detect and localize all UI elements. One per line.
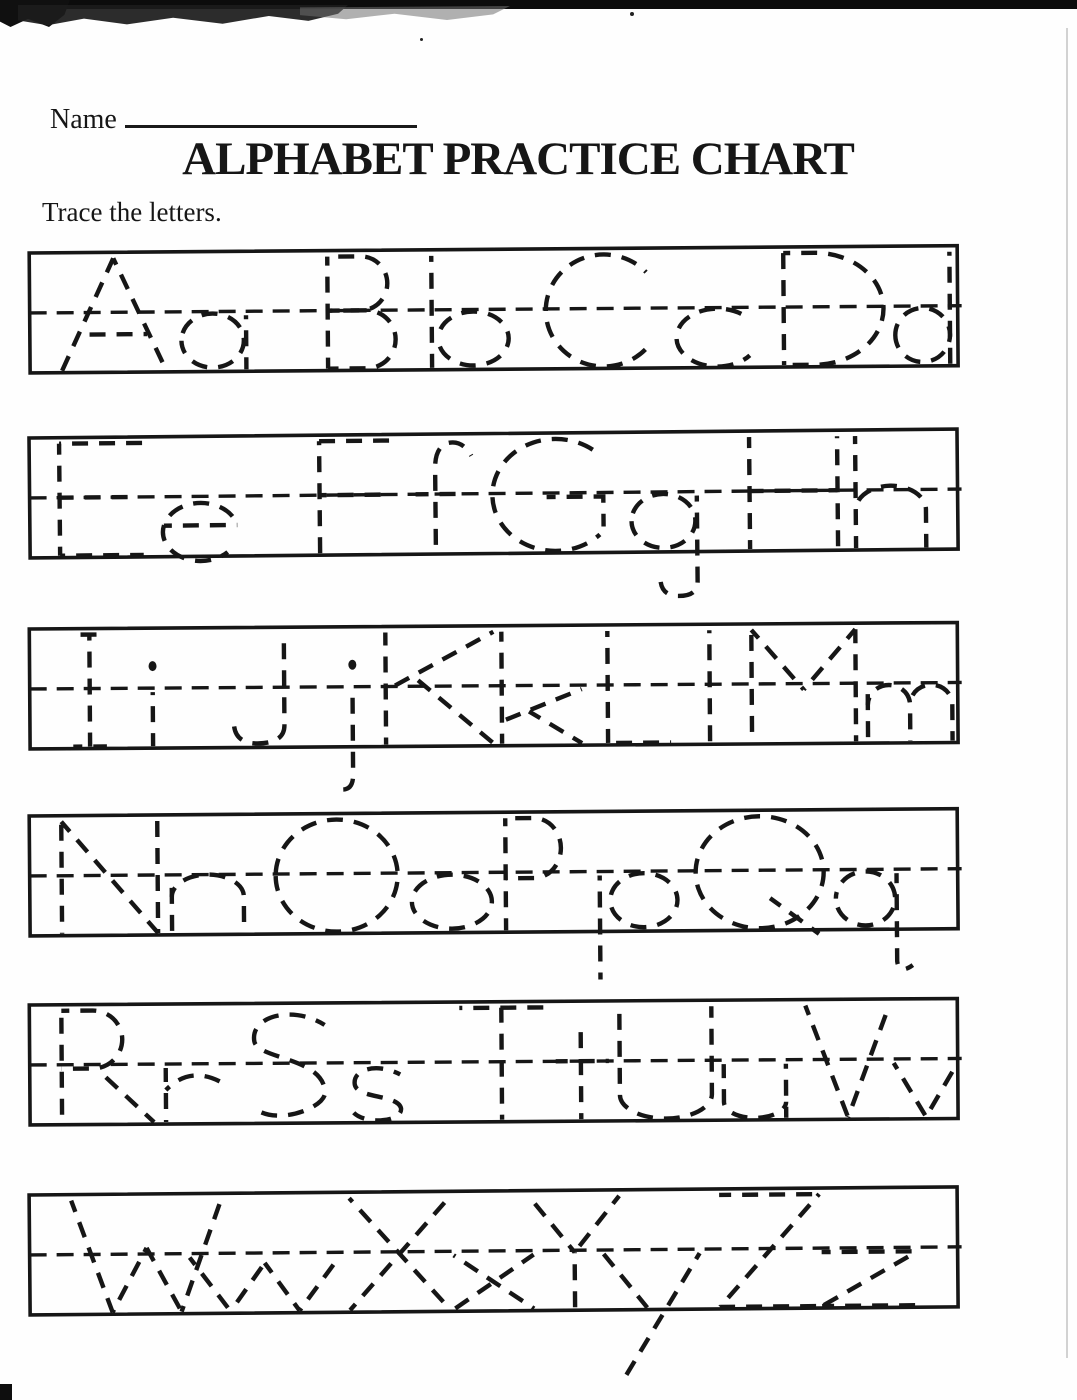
practice-row-6 — [27, 1185, 969, 1400]
name-label: Name — [50, 104, 117, 135]
trace-letter-P — [505, 818, 506, 930]
trace-letter-B — [328, 310, 396, 369]
trace-letter-p — [600, 876, 601, 980]
trace-letter-R — [61, 1010, 122, 1068]
row-svg — [27, 620, 968, 837]
trace-letter-K — [385, 633, 386, 745]
trace-letter-s — [353, 1068, 401, 1121]
trace-letter-B — [327, 256, 387, 310]
trace-letter-q — [897, 873, 913, 969]
trace-letter-o — [412, 874, 492, 929]
trace-letter-r — [166, 1075, 220, 1090]
letter-pair-Aa — [61, 257, 246, 370]
trace-letter-W — [181, 1199, 222, 1311]
trace-letter-c — [676, 308, 750, 367]
trace-letter-b — [438, 311, 509, 366]
letter-pair-Ii — [73, 634, 158, 747]
practice-row-2 — [27, 427, 969, 646]
trace-letter-I — [89, 635, 90, 747]
trace-letter-N — [61, 822, 62, 934]
letter-pair-Ff — [319, 440, 472, 553]
trace-letter-N — [61, 821, 158, 934]
letter-pair-Qq — [695, 815, 913, 971]
letter-pair-Pp — [505, 817, 678, 980]
trace-letter-P — [505, 818, 561, 878]
trace-letter-M — [803, 629, 855, 689]
trace-letter-Y — [574, 1196, 619, 1252]
dashed-midline — [30, 306, 962, 313]
trace-letter-L — [607, 631, 608, 743]
trace-letter-v — [894, 1063, 926, 1117]
trace-letter-k — [501, 632, 502, 744]
trace-letter-M — [855, 629, 856, 741]
trace-letter-Y — [529, 1196, 574, 1252]
trace-letter-K — [418, 680, 494, 745]
trace-letter-a — [181, 313, 244, 367]
trace-letter-n — [172, 874, 244, 933]
trace-letter-S — [252, 1014, 325, 1115]
trace-letter-y — [604, 1254, 648, 1308]
practice-row-3 — [27, 620, 968, 837]
trace-letter-V — [805, 1005, 848, 1117]
row-svg — [27, 996, 968, 1213]
trace-letter-u — [724, 1064, 787, 1118]
trace-letter-E — [59, 443, 143, 444]
letter-pair-Tt — [459, 1007, 609, 1120]
instruction-text: Trace the letters. — [42, 197, 222, 227]
scan-speck — [630, 12, 634, 16]
trace-letter-V — [847, 1005, 890, 1117]
trace-letter-N — [157, 821, 158, 933]
letter-pair-Uu — [619, 1006, 786, 1119]
practice-row-5 — [27, 996, 968, 1213]
trace-letter-y — [625, 1253, 701, 1376]
trace-letter-w — [230, 1263, 265, 1311]
trace-letter-G — [547, 496, 604, 527]
scan-artifact-page-edge — [1066, 28, 1068, 1358]
practice-row-4 — [27, 807, 969, 1024]
letter-pair-Bb — [327, 255, 509, 368]
letter-pair-Zz — [719, 1193, 918, 1307]
letter-pair-Ll — [607, 630, 710, 743]
trace-letter-z — [822, 1251, 918, 1306]
trace-letter-F — [319, 440, 397, 441]
trace-letter-A — [81, 334, 148, 335]
trace-letter-E — [60, 497, 130, 498]
letter-pair-Gg — [492, 438, 698, 598]
trace-letter-k — [529, 711, 582, 743]
trace-letter-p — [610, 873, 678, 928]
trace-letter-d — [949, 252, 950, 364]
trace-letter-g — [631, 494, 695, 549]
scan-artifact-grain-light — [300, 6, 510, 20]
dashed-midline — [30, 489, 962, 498]
trace-letter-W — [147, 1248, 182, 1312]
letter-pair-Ee — [59, 442, 238, 562]
page-title: ALPHABET PRACTICE CHART — [182, 133, 854, 185]
trace-letter-h — [855, 436, 856, 548]
trace-letter-t — [581, 1021, 582, 1119]
trace-letter-D — [783, 253, 784, 365]
letter-pair-Mm — [751, 629, 952, 742]
trace-letter-e — [164, 525, 237, 526]
trace-letter-W — [112, 1248, 147, 1312]
row-svg — [27, 807, 969, 1024]
trace-letter-i — [149, 661, 157, 671]
trace-letter-Z — [719, 1194, 819, 1195]
trace-letter-d — [895, 308, 950, 362]
trace-letter-A — [61, 258, 114, 370]
trace-letter-j — [348, 660, 356, 670]
row-svg — [27, 1185, 969, 1400]
trace-letter-k — [506, 689, 582, 720]
letter-pair-Jj — [233, 633, 357, 791]
trace-letter-A — [113, 258, 166, 370]
letter-pair-Cc — [545, 253, 750, 368]
trace-letter-l — [709, 630, 710, 742]
trace-letter-e — [163, 503, 238, 562]
row-svg — [27, 427, 969, 646]
trace-letter-f — [435, 442, 472, 552]
trace-letter-z — [822, 1251, 918, 1252]
scan-speck — [420, 38, 423, 41]
trace-letter-G — [492, 439, 600, 552]
trace-letter-w — [265, 1263, 300, 1311]
trace-letter-q — [836, 871, 896, 925]
trace-letter-v — [926, 1063, 958, 1117]
name-row — [50, 101, 417, 136]
letter-pair-Yy — [529, 1195, 701, 1376]
trace-letter-h — [856, 485, 927, 548]
trace-letter-T — [501, 1008, 502, 1120]
trace-letter-C — [545, 254, 646, 367]
letter-pair-Hh — [749, 435, 926, 549]
trace-letter-R — [99, 1070, 155, 1122]
trace-letter-j — [337, 691, 354, 790]
letter-pair-Vv — [805, 1005, 958, 1118]
trace-letter-M — [751, 630, 752, 742]
letter-pair-Xx — [349, 1197, 534, 1311]
trace-letter-b — [431, 256, 432, 368]
trace-letter-U — [619, 1006, 712, 1119]
scan-artifact-bottom-left — [0, 1384, 12, 1400]
name-blank-line — [125, 101, 417, 128]
trace-letter-O — [275, 819, 398, 932]
dashed-midline — [30, 1058, 962, 1065]
trace-letter-m — [910, 685, 953, 741]
trace-letter-D — [783, 252, 884, 365]
scan-artifact-grain — [18, 5, 348, 27]
trace-letter-W — [71, 1200, 112, 1312]
trace-letter-M — [751, 630, 803, 690]
dashed-midline — [30, 682, 962, 689]
letter-pair-Dd — [783, 252, 950, 365]
trace-letter-w — [299, 1256, 340, 1310]
letter-pair-Ss — [252, 1014, 401, 1122]
trace-letter-K — [389, 632, 493, 689]
trace-letter-m — [868, 685, 911, 741]
